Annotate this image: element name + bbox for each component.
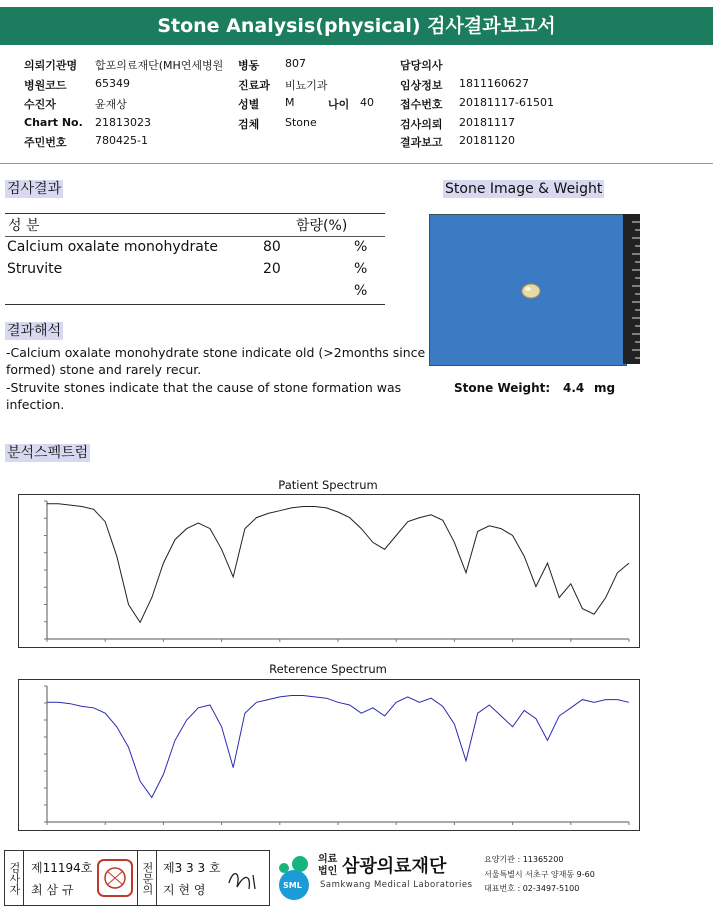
reference-spectrum-title: Reterence Spectrum: [269, 662, 387, 676]
header-value: 807: [285, 57, 306, 70]
results-section-title: 검사결과: [7, 181, 62, 197]
result-name: Struvite: [7, 261, 63, 277]
result-name: Calcium oxalate monohydrate: [7, 239, 218, 255]
result-unit: %: [354, 261, 368, 277]
header-value: 20181117: [459, 116, 515, 129]
header-label: 의뢰기관명: [24, 59, 78, 72]
ruler-ticks: [623, 214, 640, 364]
sml-logo-icon: [274, 852, 314, 902]
patient-spectrum-title: Patient Spectrum: [278, 478, 378, 492]
header-value: 20181120: [459, 134, 515, 147]
header-label: 나이: [328, 98, 350, 111]
org-english: Samkwang Medical Laboratories: [320, 880, 473, 890]
divider: [0, 163, 713, 164]
signature: [225, 865, 265, 895]
header-value: Stone: [285, 116, 317, 129]
specialist-no: 제3 3 3 호: [163, 861, 221, 875]
org-prefix: 의료법인: [318, 854, 338, 877]
header-label: 검체: [238, 118, 260, 131]
signature-box: [4, 850, 270, 906]
stone-weight-label: Stone Weight:: [454, 381, 551, 395]
header-label: 결과보고: [400, 136, 443, 149]
col-amount-header: 함량(%): [296, 218, 348, 234]
axis-frame: [47, 501, 629, 639]
header-value: 윤재상: [95, 98, 127, 111]
axis-frame: [47, 686, 629, 822]
org-info-2: 서울특별시 서초구 양재동 9-60: [484, 870, 595, 879]
table-header-rule: [5, 236, 385, 237]
interpretation-section-title: 결과해석: [7, 323, 62, 339]
spectrum-line: [47, 504, 629, 623]
report-title: Stone Analysis(physical) 검사결과보고서: [0, 7, 713, 45]
header-value: 비뇨기과: [285, 79, 328, 92]
header-label: 병원코드: [24, 79, 67, 92]
header-value: 21813023: [95, 116, 151, 129]
stone-weight-value: 4.4: [563, 381, 585, 395]
spectrum-line: [47, 696, 629, 798]
table-top-rule: [5, 213, 385, 214]
header-value: 780425-1: [95, 134, 148, 147]
stone-section-title: Stone Image & Weight: [445, 181, 603, 197]
header-label: 주민번호: [24, 136, 67, 149]
interpretation-line-2: -Struvite stones indicate that the cause of stone formation was infection.: [6, 380, 402, 412]
header-label: 성별: [238, 98, 260, 111]
header-value: M: [285, 96, 295, 109]
seal-stamp: [95, 857, 135, 899]
header-value: 합포의료재단(MH연세병원: [95, 59, 224, 72]
interpretation-line-1: -Calcium oxalate monohydrate stone indicate old (>2months since formed) stone and rarely recur.: [6, 345, 426, 377]
header-label: 진료과: [238, 79, 270, 92]
header-label: 수진자: [24, 98, 56, 111]
result-amount: 80: [263, 239, 281, 255]
result-amount: 20: [263, 261, 281, 277]
spectrum-section-title: 분석스펙트럼: [7, 445, 89, 461]
reference-spectrum-chart: [18, 679, 640, 831]
table-bottom-rule: [5, 304, 385, 305]
stone-weight-unit: mg: [594, 381, 616, 395]
org-name: 삼광의료재단: [342, 856, 447, 877]
specialist-label: 전문의: [137, 851, 157, 905]
org-info-3: 대표번호 : 02-3497-5100: [484, 884, 580, 893]
specialist-name: 지 현 영: [163, 883, 206, 897]
footer: [0, 846, 713, 908]
header-label: 병동: [238, 59, 260, 72]
logo-text: SML: [283, 881, 302, 890]
header-value: 65349: [95, 77, 130, 90]
reviewer-no: 제11194호: [31, 861, 93, 875]
patient-spectrum-chart: [18, 494, 640, 648]
result-unit: %: [354, 283, 368, 299]
reference-spectrum-svg: [19, 680, 639, 830]
header-label: 임상정보: [400, 79, 443, 92]
header-label: 담당의사: [400, 59, 443, 72]
reviewer-name: 최 삼 규: [31, 883, 74, 897]
reviewer-label: 검사자: [5, 851, 24, 905]
header-value: 20181117-61501: [459, 96, 554, 109]
header-value: 1811160627: [459, 77, 529, 90]
header-value: 40: [360, 96, 374, 109]
header-label: 검사의뢰: [400, 118, 443, 131]
header-label: 접수번호: [400, 98, 443, 111]
col-component-header: 성 분: [8, 218, 40, 234]
stone-photo: [429, 214, 627, 366]
scale-ruler: [623, 214, 640, 364]
org-info-1: 요양기관 : 11365200: [484, 855, 564, 864]
result-unit: %: [354, 239, 368, 255]
patient-spectrum-svg: [19, 495, 639, 647]
header-label: Chart No.: [24, 116, 83, 129]
stone-image: [430, 215, 626, 365]
